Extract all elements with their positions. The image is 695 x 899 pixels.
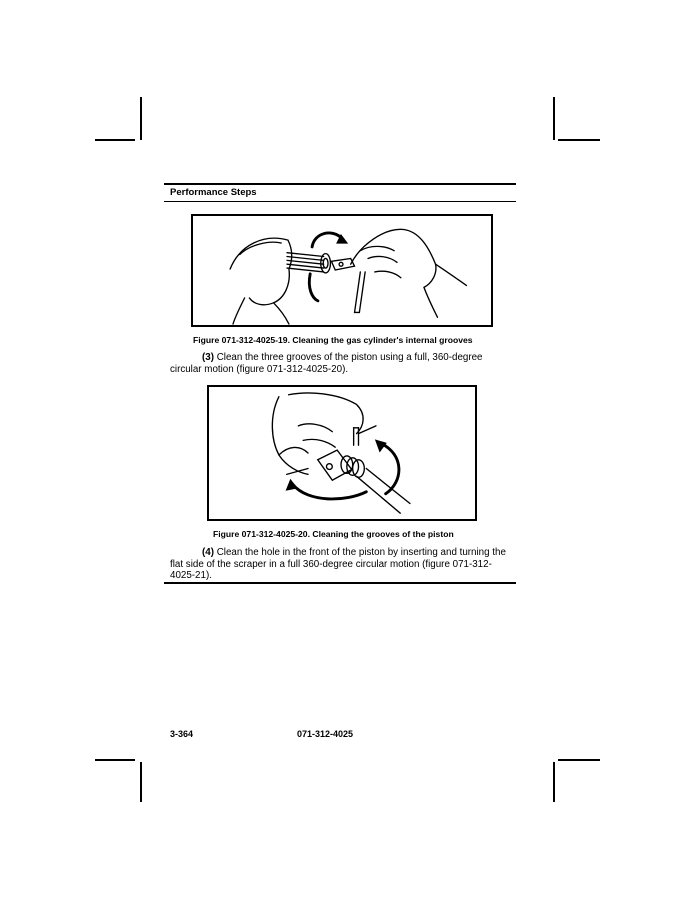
page-number: 3-364: [170, 729, 194, 739]
step-3-number: (3): [202, 352, 214, 363]
figure-caption-19: Figure 071-312-4025-19. Cleaning the gas cylinder's internal grooves: [193, 335, 473, 345]
step-3-paragraph: [170, 352, 510, 375]
crop-mark-top-left-vertical: [140, 97, 142, 140]
figure-caption-20: Figure 071-312-4025-20. Cleaning the grooves of the piston: [213, 529, 454, 539]
section-title: Performance Steps: [170, 187, 257, 198]
header-top-rule: [164, 183, 516, 185]
crop-mark-bottom-left-vertical: [140, 762, 142, 802]
gas-cylinder-drawing: [193, 216, 491, 325]
crop-mark-bottom-right-vertical: [553, 762, 555, 802]
piston-drawing: [209, 387, 475, 519]
crop-mark-top-right-vertical: [553, 97, 555, 140]
figure-piston-illustration: [207, 385, 477, 521]
task-number: 071-312-4025: [297, 729, 354, 739]
header-bottom-rule: [164, 201, 516, 202]
step-4-text: Clean the hole in the front of the piston by inserting and turning the flat side of the scraper in a full 360-degree circular motion (figure 071-312-4025-21).: [170, 547, 506, 581]
crop-mark-top-right-horizontal: [558, 139, 600, 141]
figure-gas-cylinder-illustration: [191, 214, 493, 327]
crop-mark-top-left-horizontal: [95, 139, 135, 141]
step-4-number: (4): [202, 547, 214, 558]
step-4-paragraph: [170, 547, 510, 582]
section-end-rule: [164, 582, 516, 584]
step-3-text: Clean the three grooves of the piston using a full, 360-degree circular motion (figure 071-312-4025-20).: [170, 352, 483, 375]
crop-mark-bottom-left-horizontal: [95, 759, 135, 761]
crop-mark-bottom-right-horizontal: [558, 759, 600, 761]
